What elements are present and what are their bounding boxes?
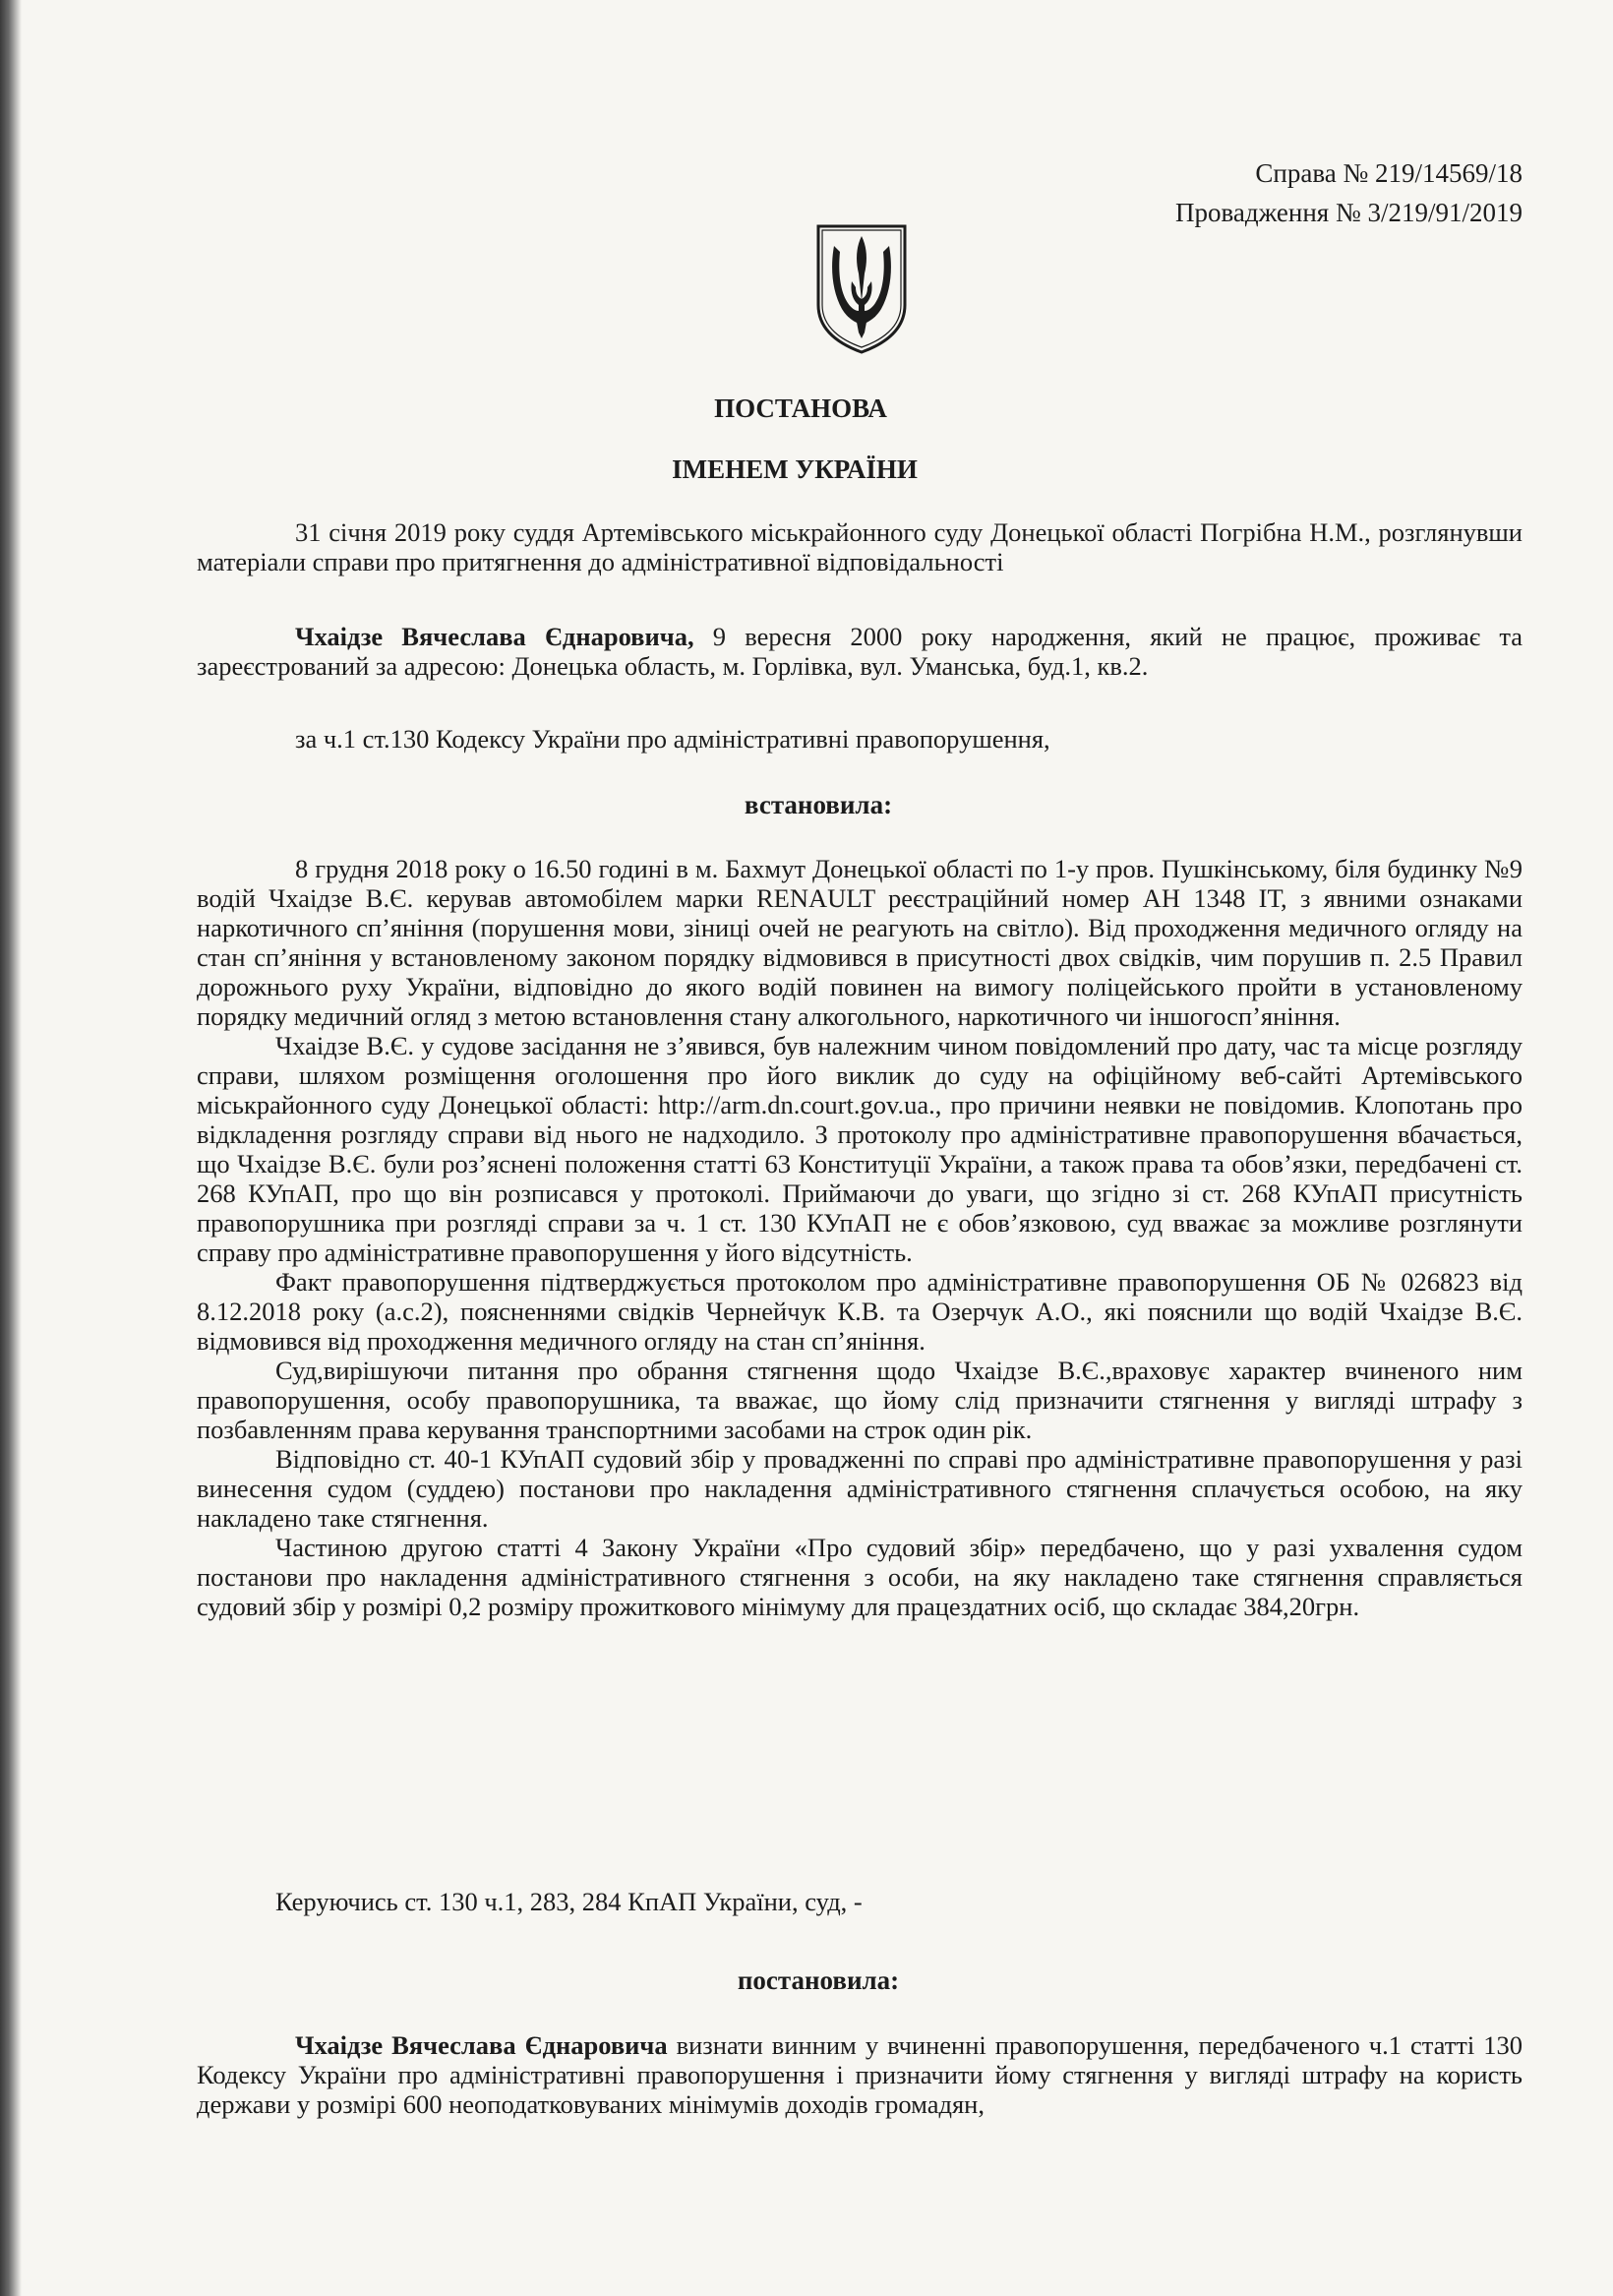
case-reference: [1175, 153, 1523, 232]
paragraph: 8 грудня 2018 року о 16.50 годині в м. Бахмут Донецької області по 1-у пров. Пушкінському, біля будинку №9 водій Чхаідзе В.Є. керував автомобілем марки RENAULT реєстраційний номер АН 1348 ІТ, з явними ознаками наркотичного сп’яніння (порушення мови, зіниці очей не реагують на світло). Від проходження медичного огляду на стан сп’яніння у встановленому законом порядку відмовився в присутності двох свідків, чим порушив п. 2.5 Правил дорожнього руху України, відповідно до якого водій повинен на вимогу поліцейського пройти в установленому порядку медичний огляд з метою встановлення стану алкогольного, наркотичного чи іншогосп’яніння.: [197, 854, 1523, 1031]
person-name: Чхаідзе Вячеслава Єднаровича,: [295, 622, 694, 651]
resolution-text: визнати винним у вчиненні правопорушення, передбаченого ч.1 статті 130 Кодексу України про адміністративні правопорушення і призначити йому стягнення у вигляді штрафу на користь держави у розмірі 600 неоподатковуваних мінімумів доходів громадян,: [197, 2030, 1523, 2119]
paragraph: Відповідно ст. 40-1 КУпАП судовий збір у провадженні по справі про адміністративне правопорушення у разі винесення судом (суддею) постанови про накладення адміністративного стягнення сплачується особою, на яку накладено таке стягнення.: [197, 1444, 1523, 1533]
document-subtitle: ІМЕНЕМ УКРАЇНИ: [672, 454, 918, 484]
resolution-name: Чхаідзе Вячеслава Єднаровича: [295, 2030, 668, 2060]
intro-paragraph: [197, 517, 1523, 576]
scan-edge: [0, 0, 22, 2296]
person-details: 9 вересня 2000 року народження, який не працює, проживає та зареєстрований за адресою: Донецька область, м. Горлівка, вул. Уманська, буд.1, кв.2.: [197, 622, 1523, 681]
paragraph: Частиною другою статті 4 Закону України «Про судовий збір» передбачено, що у разі ухвалення судом постанови про накладення адміністративного стягнення з особи, на яку накладено таке стягнення справляється судовий збір у розмірі 0,2 розміру прожиткового мінімуму для працездатних осіб, що складає 384,20грн.: [197, 1533, 1523, 1621]
article-line: за ч.1 ст.130 Кодексу України про адміністративні правопорушення,: [295, 724, 1050, 754]
guided-line: Керуючись ст. 130 ч.1, 283, 284 КпАП України, суд, -: [275, 1887, 863, 1916]
case-number: Справа № 219/14569/18: [1255, 158, 1523, 188]
facts-section: [197, 854, 1523, 1621]
person-paragraph: [197, 622, 1523, 681]
trident-coat-of-arms-icon: [812, 222, 911, 356]
paragraph: Чхаідзе В.Є. у судове засідання не з’явився, був належним чином повідомлений про дату, час та місце розгляду справи, шляхом розміщення оголошення про його виклик до суду на офіційному веб-сайті Артемівського міськрайонного суду Донецької області: http://arm.dn.court.gov.ua., про причини неявки не повідомив. Клопотань про відкладення розгляду справи від нього не надходило. З протоколу про адміністративне правопорушення вбачається, що Чхаідзе В.Є. були роз’яснені положення статті 63 Конституції України, а також права та обов’язки, передбачені ст. 268 КУпАП, про що він розписався у протоколі. Приймаючи до уваги, що згідно зі ст. 268 КУпАП присутність правопорушника при розгляді справи за ч. 1 ст. 130 КУпАП не є обов’язковою, суд вважає за можливе розглянути справу про адміністративне правопорушення у його відсутність.: [197, 1031, 1523, 1267]
intro-text: 31 січня 2019 року суддя Артемівського міськрайонного суду Донецької області Погрібна Н.М., розглянувши матеріали справи про притягнення до адміністративної відповідальності: [197, 517, 1523, 576]
document-title: ПОСТАНОВА: [714, 393, 887, 423]
paragraph: Суд,вирішуючи питання про обрання стягнення щодо Чхаідзе В.Є.,враховує характер вчиненого ним правопорушення, особу правопорушника, та вважає, що йому слід призначити стягнення у вигляді штрафу з позбавленням права керування транспортними засобами на строк один рік.: [197, 1356, 1523, 1444]
resolution-paragraph: [197, 2030, 1523, 2119]
paragraph: Факт правопорушення підтверджується протоколом про адміністративне правопорушення ОБ № 026823 від 8.12.2018 року (а.с.2), поясненнями свідків Чернейчук К.В. та Озерчук А.О., які пояснили що водій Чхаідзе В.Є. відмовився від проходження медичного огляду на стан сп’яніння.: [197, 1267, 1523, 1356]
established-heading: встановила:: [744, 790, 893, 819]
proceeding-number: Провадження № 3/219/91/2019: [1175, 198, 1523, 227]
resolved-heading: постановила:: [737, 1965, 900, 1995]
